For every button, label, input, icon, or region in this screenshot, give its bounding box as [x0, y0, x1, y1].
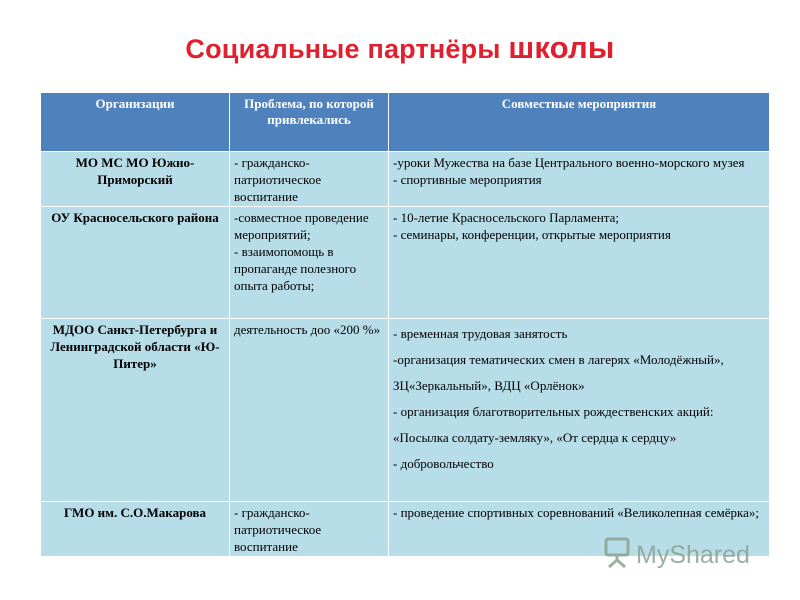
problem-cell — [230, 152, 389, 207]
problem-cell — [230, 207, 389, 319]
events-cell — [389, 319, 770, 502]
problem-line: - взаимопомощь в пропаганде полезного опыта работы; — [234, 244, 357, 293]
problem-cell — [230, 502, 389, 557]
events-cell — [389, 207, 770, 319]
table-row — [41, 207, 770, 319]
event-line: - проведение спортивных соревнований «Великолепная семёрка»; — [393, 505, 760, 520]
event-line: - 10-летие Красносельского Парламента; — [393, 210, 620, 225]
problem-cell — [230, 319, 389, 502]
watermark — [604, 536, 750, 575]
event-line: -организация тематических смен в лагерях «Молодёжный», ЗЦ«Зеркальный», ВДЦ «Орлёнок» — [393, 352, 724, 393]
event-line: - временная трудовая занятость — [393, 326, 568, 341]
event-line: - спортивные мероприятия — [393, 172, 542, 187]
header-problem: Проблема, по которой привлекались — [230, 93, 389, 152]
problem-line: - гражданско-патриотическое воспитание — [234, 505, 322, 554]
problem-line: деятельность доо «200 %» — [234, 322, 381, 337]
org-cell: МДОО Санкт-Петербурга и Ленинградской области «Ю-Питер» — [41, 319, 230, 502]
event-line: - семинары, конференции, открытые мероприятия — [393, 227, 671, 242]
org-cell: ГМО им. С.О.Макарова — [41, 502, 230, 557]
event-line: - организация благотворительных рождественских акций: «Посылка солдату-земляку», «От сердца к сердцу» — [393, 404, 714, 445]
watermark-text: MyShared — [636, 541, 750, 569]
org-cell: ОУ Красносельского района — [41, 207, 230, 319]
header-events: Совместные мероприятия — [389, 93, 770, 152]
table-row — [41, 319, 770, 502]
title-main: Социальные партнёры — [185, 34, 509, 64]
problem-line: - гражданско-патриотическое воспитание — [234, 155, 322, 204]
event-line: -уроки Мужества на базе Центрального военно-морского музея — [393, 155, 745, 170]
table-row — [41, 152, 770, 207]
event-line: - добровольчество — [393, 456, 494, 471]
problem-line: -совместное проведение мероприятий; — [234, 210, 369, 242]
events-cell — [389, 152, 770, 207]
presentation-icon — [604, 536, 630, 575]
table-header-row — [41, 93, 770, 152]
org-cell: МО МС МО Южно-Приморский — [41, 152, 230, 207]
partners-table — [40, 92, 770, 557]
header-organizations: Организации — [41, 93, 230, 152]
title-accent: школы — [508, 30, 615, 65]
page-title — [0, 30, 800, 66]
